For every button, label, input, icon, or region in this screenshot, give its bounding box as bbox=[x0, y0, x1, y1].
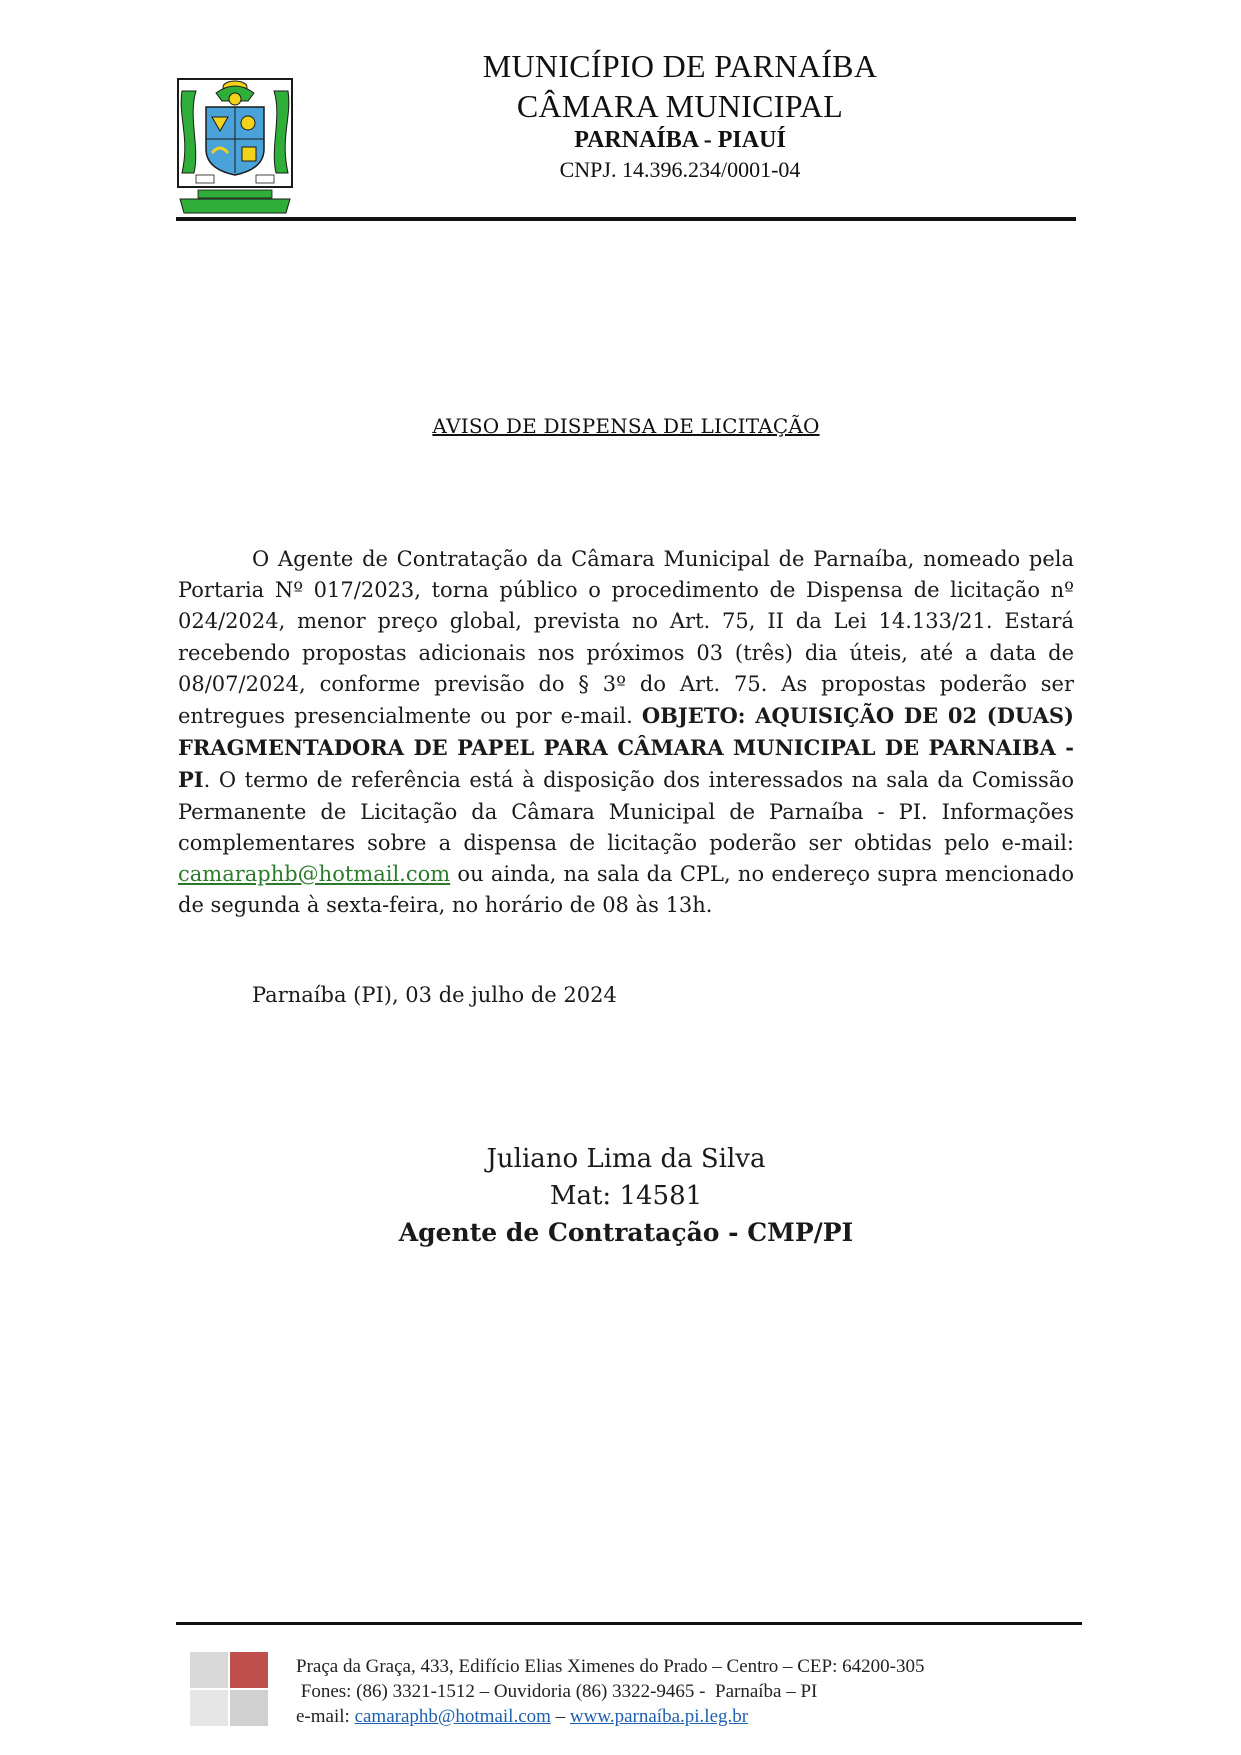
footer-square bbox=[230, 1652, 268, 1688]
footer-square bbox=[190, 1652, 228, 1688]
notice-details: . O termo de referência está à disposição dos interessados na sala da Comissão Permanente de Licitação da Câmara Municipal de Parnaíba - PI. Informações complementares sobre a dispensa de licitação poderão ser obtidas pelo e-mail: bbox=[178, 768, 1074, 855]
footer-separator: – bbox=[550, 1706, 570, 1727]
signatory-registration: Mat: 14581 bbox=[549, 1181, 703, 1211]
footer-contact bbox=[296, 1654, 924, 1729]
notice-body bbox=[178, 544, 1074, 921]
notice-objeto: OBJETO: AQUISIÇÃO DE 02 (DUAS) FRAGMENTADORA DE PAPEL PARA CÂMARA MUNICIPAL DE PARNAIBA - PI bbox=[178, 703, 1074, 793]
footer-square bbox=[230, 1690, 268, 1726]
municipal-crest-logo bbox=[176, 77, 294, 217]
footer-website-link[interactable]: www.parnaíba.pi.leg.br bbox=[569, 1706, 749, 1727]
contact-email-link[interactable]: camaraphb@hotmail.com bbox=[178, 862, 451, 887]
cnpj-number: CNPJ. 14.396.234/0001-04 bbox=[559, 157, 801, 182]
header-divider bbox=[176, 217, 1076, 221]
footer-logo-squares bbox=[190, 1652, 270, 1728]
notice-date: Parnaíba (PI), 03 de julho de 2024 bbox=[252, 983, 617, 1007]
notice-closing: ou ainda, na sala da CPL, no endereço supra mencionado de segunda à sexta-feira, no horário de 08 às 13h. bbox=[178, 862, 1074, 918]
signatory-role: Agente de Contratação - CMP/PI bbox=[398, 1218, 854, 1247]
signatory-name: Juliano Lima da Silva bbox=[486, 1144, 766, 1174]
notice-intro: O Agente de Contratação da Câmara Municipal de Parnaíba, nomeado pela Portaria Nº 017/2023, torna público o procedimento de Dispensa de licitação nº 024/2024, menor preço global, prevista no Art. 75, II da Lei 14.133/21. Estará recebendo propostas adicionais nos próximos 03 (três) dia úteis, até a data de 08/07/2024, conforme previsão do § 3º do Art. 75. As propostas poderão ser entregues presencialmente ou por e-mail. bbox=[178, 547, 1074, 729]
footer-email-label: e-mail: bbox=[296, 1706, 355, 1727]
footer-divider bbox=[176, 1622, 1082, 1625]
footer-square bbox=[190, 1690, 228, 1726]
chamber-title: CÂMARA MUNICIPAL bbox=[516, 88, 844, 124]
municipality-title: MUNICÍPIO DE PARNAÍBA bbox=[482, 48, 878, 84]
footer-address: Praça da Graça, 433, Edifício Elias Ximenes do Prado – Centro – CEP: 64200-305 bbox=[296, 1656, 925, 1677]
footer-email-link[interactable]: camaraphb@hotmail.com bbox=[354, 1706, 551, 1727]
city-state: PARNAÍBA - PIAUÍ bbox=[574, 127, 786, 153]
footer-phones: Fones: (86) 3321-1512 – Ouvidoria (86) 3322-9465 - Parnaíba – PI bbox=[296, 1681, 818, 1702]
notice-title: AVISO DE DISPENSA DE LICITAÇÃO bbox=[432, 414, 820, 438]
